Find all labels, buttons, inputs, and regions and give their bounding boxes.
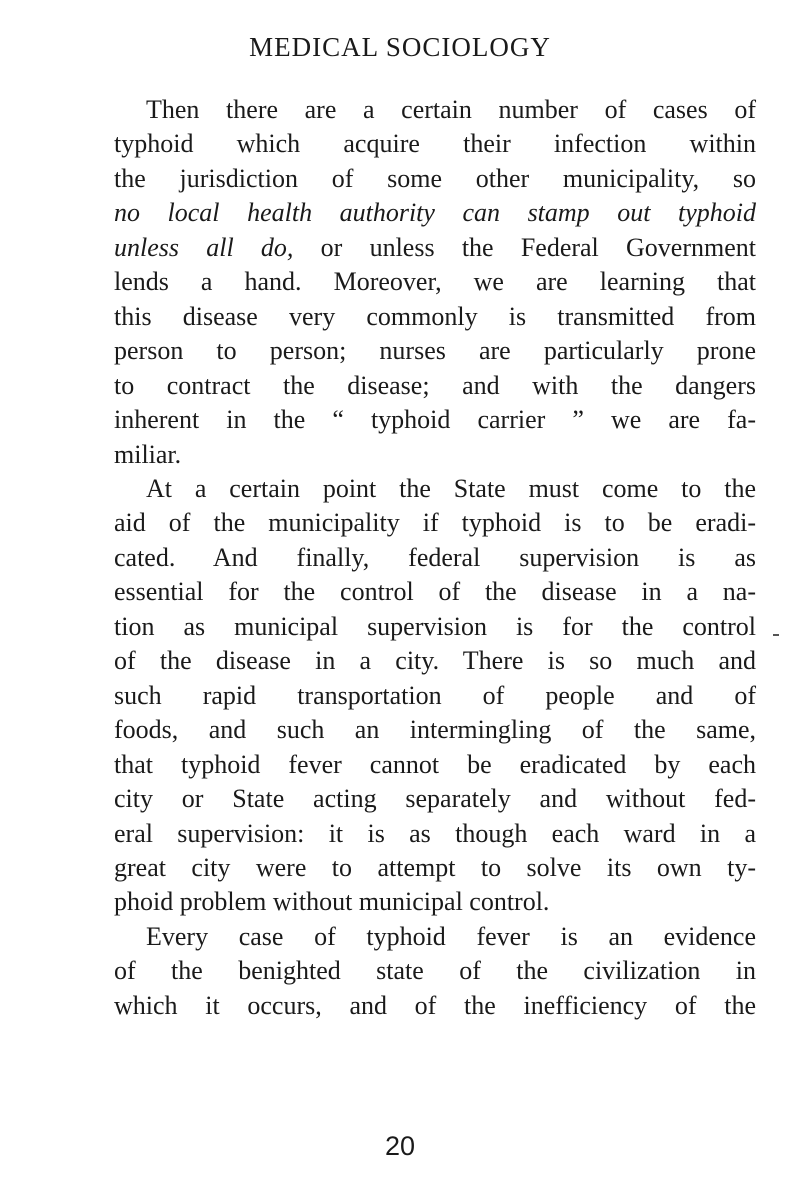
text-line: to contract the disease; and with the dangers (114, 370, 756, 400)
page-number: 20 (384, 1131, 416, 1161)
text-line: the jurisdiction of some other municipality, so (114, 163, 756, 193)
text-line: lends a hand. Moreover, we are learning that (114, 267, 756, 297)
italic-phrase: no local health authority can stamp out typhoid (114, 198, 756, 228)
text-line: of the disease in a city. There is so much and (114, 646, 756, 676)
text-fragment: or unless the Federal Government (293, 232, 756, 262)
text-line: aid of the municipality if typhoid is to be eradi- (114, 508, 756, 538)
text-line: inherent in the “ typhoid carrier ” we are fa- (114, 405, 756, 435)
margin-mark (773, 634, 779, 636)
body-text (114, 93, 756, 1023)
text-line: city or State acting separately and without fed- (114, 784, 756, 814)
text-line: At a certain point the State must come to the (146, 473, 756, 503)
text-line: such rapid transportation of people and of (114, 680, 756, 710)
text-line: tion as municipal supervision is for the control (114, 611, 756, 641)
text-line: foods, and such an intermingling of the same, (114, 715, 756, 745)
text-line: phoid problem without municipal control. (114, 887, 550, 917)
text-line: Then there are a certain number of cases of (146, 95, 756, 124)
running-head: MEDICAL SOCIOLOGY (249, 32, 551, 62)
text-line-italic (114, 196, 756, 230)
text-line: of the benighted state of the civilization in (114, 956, 756, 986)
text-line: cated. And finally, federal supervision is as (114, 542, 756, 572)
text-line (114, 231, 756, 265)
text-line: which it occurs, and of the inefficiency of the (114, 990, 756, 1020)
text-line: this disease very commonly is transmitted from (114, 301, 756, 331)
text-line: that typhoid fever cannot be eradicated by each (114, 749, 756, 779)
text-line: person to person; nurses are particularly prone (114, 336, 756, 366)
text-line: eral supervision: it is as though each ward in a (114, 818, 756, 848)
text-line: Every case of typhoid fever is an evidence (146, 921, 756, 951)
text-line: miliar. (114, 439, 182, 469)
text-line: great city were to attempt to solve its own ty- (114, 852, 756, 882)
italic-phrase: unless all do, (114, 232, 294, 262)
text-line: typhoid which acquire their infection within (114, 129, 756, 159)
text-line: essential for the control of the disease in a na- (114, 577, 756, 607)
